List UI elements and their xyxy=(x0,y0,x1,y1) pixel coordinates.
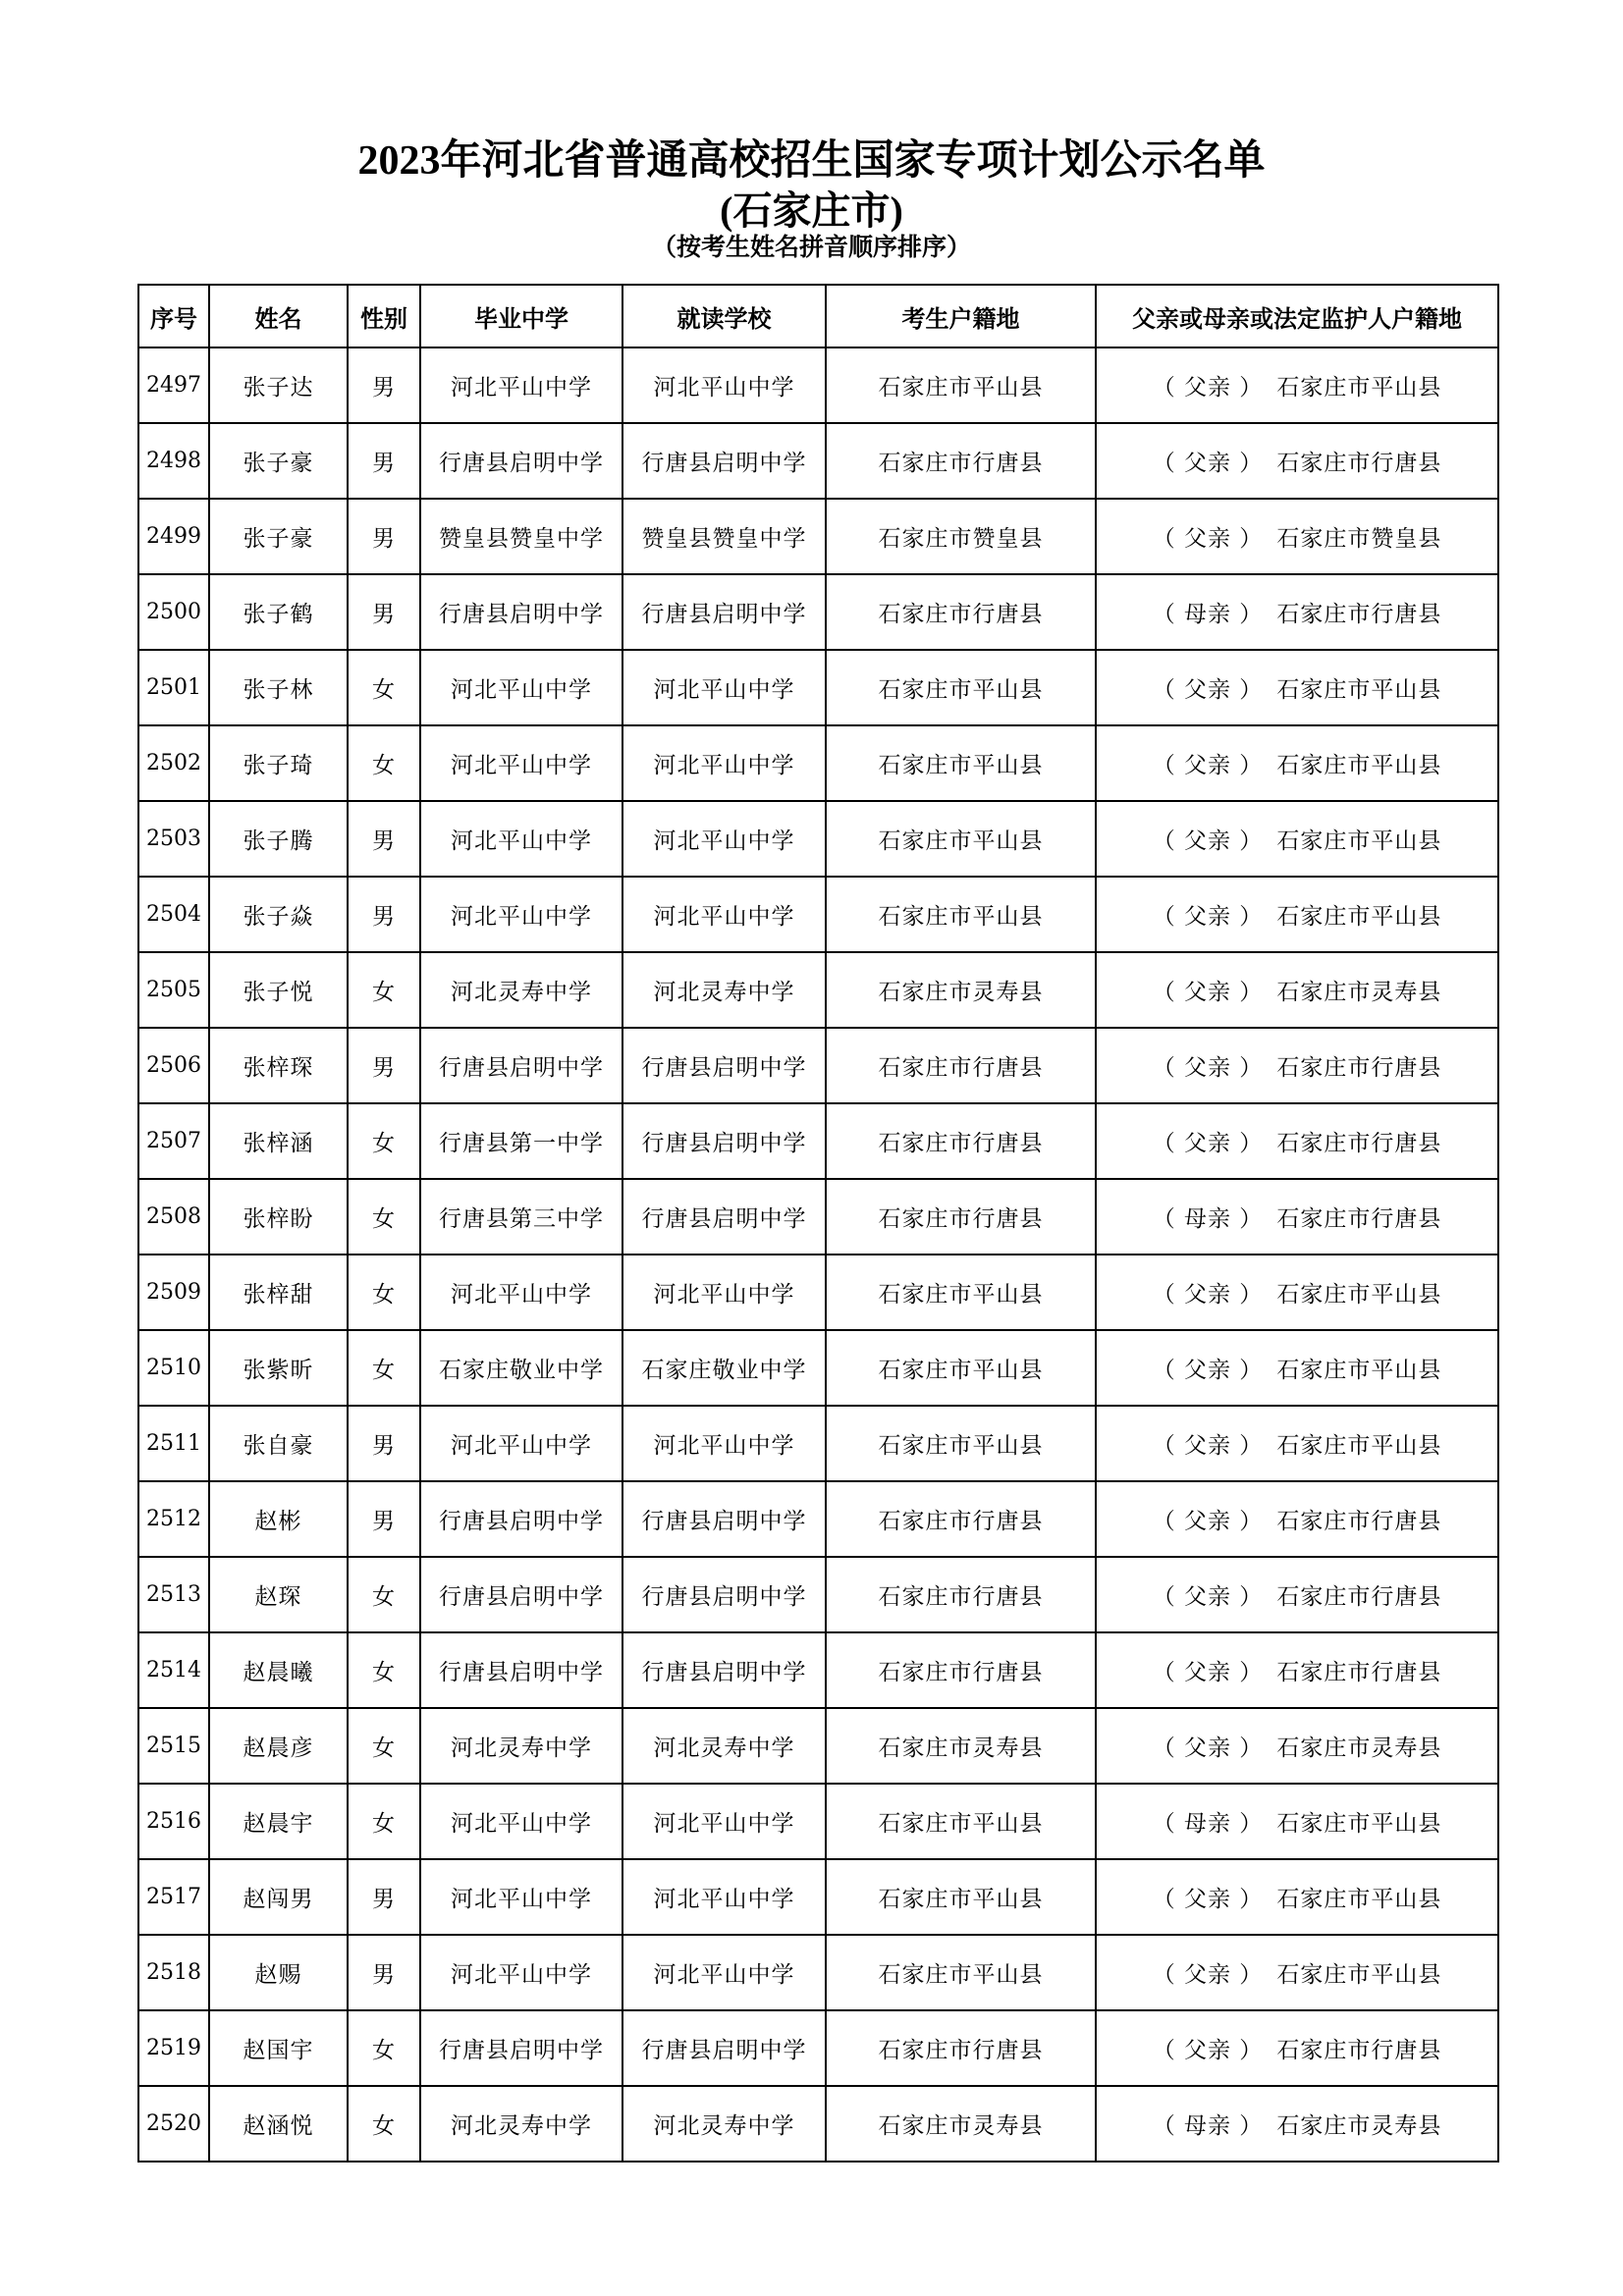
header-name: 姓名 xyxy=(209,285,348,347)
cell-sex: 女 xyxy=(348,952,420,1028)
cell-name: 赵彬 xyxy=(209,1481,348,1557)
sort-note: （按考生姓名拼音顺序排序） xyxy=(651,233,971,261)
document-title: 2023年河北省普通高校招生国家专项计划公示名单 xyxy=(357,138,1266,184)
cell-parent-hukou xyxy=(1096,2086,1498,2162)
cell-no: 2509 xyxy=(138,1255,209,1330)
cell-no: 2514 xyxy=(138,1632,209,1708)
cell-current-school: 河北灵寿中学 xyxy=(622,2086,826,2162)
cell-current-school: 河北平山中学 xyxy=(622,725,826,801)
cell-name: 张梓涵 xyxy=(209,1103,348,1179)
cell-no: 2505 xyxy=(138,952,209,1028)
parent-relation: （ 母亲 ） xyxy=(1152,2113,1264,2139)
cell-hukou: 石家庄市平山县 xyxy=(826,650,1096,725)
cell-name: 赵晨彦 xyxy=(209,1708,348,1784)
parent-relation: （ 父亲 ） xyxy=(1152,753,1264,778)
cell-no: 2510 xyxy=(138,1330,209,1406)
parent-location: 石家庄市灵寿县 xyxy=(1276,1735,1442,1761)
cell-sex: 女 xyxy=(348,1557,420,1632)
parent-location: 石家庄市平山县 xyxy=(1276,375,1442,400)
table-row xyxy=(138,1784,1498,1859)
cell-grad-school: 行唐县启明中学 xyxy=(420,1632,622,1708)
cell-sex: 男 xyxy=(348,499,420,574)
cell-grad-school: 河北灵寿中学 xyxy=(420,2086,622,2162)
header-grad-school: 毕业中学 xyxy=(420,285,622,347)
parent-location: 石家庄市平山县 xyxy=(1276,1811,1442,1837)
cell-current-school: 赞皇县赞皇中学 xyxy=(622,499,826,574)
cell-hukou: 石家庄市行唐县 xyxy=(826,1103,1096,1179)
cell-no: 2513 xyxy=(138,1557,209,1632)
cell-name: 张子焱 xyxy=(209,877,348,952)
cell-no: 2511 xyxy=(138,1406,209,1481)
cell-name: 张子悦 xyxy=(209,952,348,1028)
cell-grad-school: 行唐县启明中学 xyxy=(420,423,622,499)
cell-current-school: 石家庄敬业中学 xyxy=(622,1330,826,1406)
parent-location: 石家庄市平山县 xyxy=(1276,1282,1442,1308)
table-row xyxy=(138,1708,1498,1784)
table-row xyxy=(138,725,1498,801)
table-row xyxy=(138,1481,1498,1557)
cell-current-school: 河北平山中学 xyxy=(622,1935,826,2010)
cell-hukou: 石家庄市灵寿县 xyxy=(826,2086,1096,2162)
parent-location: 石家庄市行唐县 xyxy=(1276,1584,1442,1610)
parent-relation: （ 父亲 ） xyxy=(1152,1509,1264,1534)
cell-sex: 男 xyxy=(348,1935,420,2010)
cell-name: 张子琦 xyxy=(209,725,348,801)
cell-current-school: 河北平山中学 xyxy=(622,347,826,423)
cell-grad-school: 河北平山中学 xyxy=(420,1859,622,1935)
cell-no: 2499 xyxy=(138,499,209,574)
cell-grad-school: 河北灵寿中学 xyxy=(420,952,622,1028)
table-row xyxy=(138,1179,1498,1255)
cell-sex: 女 xyxy=(348,1632,420,1708)
cell-parent-hukou xyxy=(1096,499,1498,574)
cell-hukou: 石家庄市赞皇县 xyxy=(826,499,1096,574)
cell-grad-school: 河北平山中学 xyxy=(420,650,622,725)
parent-location: 石家庄市行唐县 xyxy=(1276,1660,1442,1685)
table-row xyxy=(138,499,1498,574)
cell-hukou: 石家庄市平山县 xyxy=(826,1406,1096,1481)
cell-no: 2508 xyxy=(138,1179,209,1255)
cell-hukou: 石家庄市行唐县 xyxy=(826,1632,1096,1708)
header-no: 序号 xyxy=(138,285,209,347)
cell-sex: 女 xyxy=(348,1179,420,1255)
parent-relation: （ 父亲 ） xyxy=(1152,1735,1264,1761)
cell-name: 赵闯男 xyxy=(209,1859,348,1935)
cell-current-school: 河北灵寿中学 xyxy=(622,1708,826,1784)
parent-relation: （ 父亲 ） xyxy=(1152,526,1264,552)
parent-location: 石家庄市平山县 xyxy=(1276,1433,1442,1459)
parent-relation: （ 父亲 ） xyxy=(1152,2038,1264,2063)
cell-parent-hukou xyxy=(1096,877,1498,952)
cell-sex: 男 xyxy=(348,1481,420,1557)
parent-relation: （ 父亲 ） xyxy=(1152,1584,1264,1610)
cell-hukou: 石家庄市平山县 xyxy=(826,877,1096,952)
parent-relation: （ 母亲 ） xyxy=(1152,1811,1264,1837)
cell-name: 张子达 xyxy=(209,347,348,423)
parent-location: 石家庄市平山县 xyxy=(1276,1358,1442,1383)
parent-location: 石家庄市平山县 xyxy=(1276,753,1442,778)
cell-no: 2517 xyxy=(138,1859,209,1935)
cell-sex: 女 xyxy=(348,1103,420,1179)
header-row xyxy=(138,285,1498,347)
cell-name: 张梓甜 xyxy=(209,1255,348,1330)
cell-grad-school: 行唐县启明中学 xyxy=(420,1028,622,1103)
parent-relation: （ 父亲 ） xyxy=(1152,1887,1264,1912)
parent-relation: （ 母亲 ） xyxy=(1152,602,1264,627)
cell-grad-school: 河北平山中学 xyxy=(420,1784,622,1859)
cell-sex: 男 xyxy=(348,1028,420,1103)
table-row xyxy=(138,877,1498,952)
parent-relation: （ 父亲 ） xyxy=(1152,1282,1264,1308)
cell-current-school: 行唐县启明中学 xyxy=(622,1481,826,1557)
cell-grad-school: 行唐县启明中学 xyxy=(420,574,622,650)
cell-hukou: 石家庄市平山县 xyxy=(826,1859,1096,1935)
cell-current-school: 行唐县启明中学 xyxy=(622,574,826,650)
cell-sex: 女 xyxy=(348,2010,420,2086)
parent-relation: （ 父亲 ） xyxy=(1152,980,1264,1005)
cell-grad-school: 河北平山中学 xyxy=(420,877,622,952)
cell-hukou: 石家庄市灵寿县 xyxy=(826,952,1096,1028)
cell-parent-hukou xyxy=(1096,1028,1498,1103)
cell-sex: 男 xyxy=(348,801,420,877)
cell-no: 2497 xyxy=(138,347,209,423)
cell-current-school: 行唐县启明中学 xyxy=(622,1028,826,1103)
cell-parent-hukou xyxy=(1096,952,1498,1028)
table-row xyxy=(138,1632,1498,1708)
header-parent-hukou: 父亲或母亲或法定监护人户籍地 xyxy=(1096,285,1498,347)
cell-grad-school: 河北平山中学 xyxy=(420,1935,622,2010)
cell-name: 赵赐 xyxy=(209,1935,348,2010)
table-row xyxy=(138,1255,1498,1330)
cell-name: 赵琛 xyxy=(209,1557,348,1632)
cell-sex: 女 xyxy=(348,650,420,725)
parent-location: 石家庄市行唐县 xyxy=(1276,451,1442,476)
cell-parent-hukou xyxy=(1096,1103,1498,1179)
cell-sex: 女 xyxy=(348,1708,420,1784)
cell-parent-hukou xyxy=(1096,1935,1498,2010)
parent-relation: （ 父亲 ） xyxy=(1152,1962,1264,1988)
cell-hukou: 石家庄市平山县 xyxy=(826,347,1096,423)
cell-sex: 男 xyxy=(348,347,420,423)
cell-current-school: 河北平山中学 xyxy=(622,801,826,877)
cell-current-school: 行唐县启明中学 xyxy=(622,1557,826,1632)
cell-parent-hukou xyxy=(1096,1632,1498,1708)
parent-relation: （ 父亲 ） xyxy=(1152,1055,1264,1081)
cell-parent-hukou xyxy=(1096,574,1498,650)
cell-hukou: 石家庄市行唐县 xyxy=(826,2010,1096,2086)
cell-hukou: 石家庄市行唐县 xyxy=(826,574,1096,650)
cell-hukou: 石家庄市平山县 xyxy=(826,1255,1096,1330)
table-row xyxy=(138,650,1498,725)
table-row xyxy=(138,2010,1498,2086)
parent-location: 石家庄市赞皇县 xyxy=(1276,526,1442,552)
table-row xyxy=(138,423,1498,499)
cell-name: 张子腾 xyxy=(209,801,348,877)
cell-no: 2520 xyxy=(138,2086,209,2162)
cell-current-school: 行唐县启明中学 xyxy=(622,1632,826,1708)
cell-no: 2500 xyxy=(138,574,209,650)
cell-no: 2516 xyxy=(138,1784,209,1859)
cell-sex: 女 xyxy=(348,725,420,801)
cell-no: 2512 xyxy=(138,1481,209,1557)
cell-name: 赵晨宇 xyxy=(209,1784,348,1859)
parent-relation: （ 父亲 ） xyxy=(1152,904,1264,930)
cell-no: 2506 xyxy=(138,1028,209,1103)
cell-grad-school: 河北平山中学 xyxy=(420,1406,622,1481)
header-sex: 性别 xyxy=(348,285,420,347)
table-row xyxy=(138,2086,1498,2162)
cell-name: 张梓琛 xyxy=(209,1028,348,1103)
cell-no: 2518 xyxy=(138,1935,209,2010)
parent-location: 石家庄市平山县 xyxy=(1276,677,1442,703)
parent-location: 石家庄市行唐县 xyxy=(1276,2038,1442,2063)
parent-relation: （ 父亲 ） xyxy=(1152,451,1264,476)
table-row xyxy=(138,1859,1498,1935)
cell-name: 张子豪 xyxy=(209,499,348,574)
cell-parent-hukou xyxy=(1096,1784,1498,1859)
cell-grad-school: 行唐县启明中学 xyxy=(420,2010,622,2086)
cell-name: 张紫昕 xyxy=(209,1330,348,1406)
cell-grad-school: 河北平山中学 xyxy=(420,347,622,423)
cell-hukou: 石家庄市平山县 xyxy=(826,1784,1096,1859)
parent-relation: （ 父亲 ） xyxy=(1152,1358,1264,1383)
cell-parent-hukou xyxy=(1096,347,1498,423)
cell-hukou: 石家庄市行唐县 xyxy=(826,1481,1096,1557)
roster-table xyxy=(137,284,1499,2163)
parent-location: 石家庄市平山县 xyxy=(1276,828,1442,854)
cell-no: 2498 xyxy=(138,423,209,499)
parent-relation: （ 父亲 ） xyxy=(1152,1433,1264,1459)
cell-name: 张子林 xyxy=(209,650,348,725)
table-row xyxy=(138,347,1498,423)
parent-location: 石家庄市平山县 xyxy=(1276,1962,1442,1988)
cell-hukou: 石家庄市平山县 xyxy=(826,1330,1096,1406)
cell-current-school: 河北平山中学 xyxy=(622,1255,826,1330)
parent-location: 石家庄市平山县 xyxy=(1276,904,1442,930)
table-row xyxy=(138,574,1498,650)
cell-no: 2515 xyxy=(138,1708,209,1784)
parent-location: 石家庄市行唐县 xyxy=(1276,1206,1442,1232)
parent-location: 石家庄市灵寿县 xyxy=(1276,2113,1442,2139)
cell-sex: 女 xyxy=(348,1330,420,1406)
cell-parent-hukou xyxy=(1096,801,1498,877)
cell-parent-hukou xyxy=(1096,1708,1498,1784)
cell-sex: 男 xyxy=(348,423,420,499)
cell-parent-hukou xyxy=(1096,1255,1498,1330)
parent-location: 石家庄市灵寿县 xyxy=(1276,980,1442,1005)
parent-relation: （ 母亲 ） xyxy=(1152,1206,1264,1232)
cell-name: 张子鹤 xyxy=(209,574,348,650)
cell-parent-hukou xyxy=(1096,1179,1498,1255)
cell-sex: 女 xyxy=(348,2086,420,2162)
cell-grad-school: 行唐县第三中学 xyxy=(420,1179,622,1255)
parent-location: 石家庄市行唐县 xyxy=(1276,1055,1442,1081)
cell-no: 2507 xyxy=(138,1103,209,1179)
cell-hukou: 石家庄市行唐县 xyxy=(826,423,1096,499)
table-row xyxy=(138,1103,1498,1179)
cell-no: 2519 xyxy=(138,2010,209,2086)
table-row xyxy=(138,1935,1498,2010)
cell-sex: 男 xyxy=(348,574,420,650)
parent-location: 石家庄市行唐县 xyxy=(1276,602,1442,627)
cell-parent-hukou xyxy=(1096,1406,1498,1481)
parent-relation: （ 父亲 ） xyxy=(1152,1131,1264,1156)
parent-relation: （ 父亲 ） xyxy=(1152,828,1264,854)
cell-sex: 女 xyxy=(348,1784,420,1859)
parent-relation: （ 父亲 ） xyxy=(1152,1660,1264,1685)
cell-parent-hukou xyxy=(1096,1330,1498,1406)
cell-current-school: 行唐县启明中学 xyxy=(622,1103,826,1179)
cell-current-school: 行唐县启明中学 xyxy=(622,423,826,499)
cell-current-school: 河北平山中学 xyxy=(622,1406,826,1481)
cell-parent-hukou xyxy=(1096,1859,1498,1935)
cell-name: 张子豪 xyxy=(209,423,348,499)
cell-current-school: 河北平山中学 xyxy=(622,650,826,725)
cell-hukou: 石家庄市灵寿县 xyxy=(826,1708,1096,1784)
table-row xyxy=(138,1330,1498,1406)
cell-grad-school: 河北灵寿中学 xyxy=(420,1708,622,1784)
cell-hukou: 石家庄市平山县 xyxy=(826,801,1096,877)
cell-grad-school: 行唐县第一中学 xyxy=(420,1103,622,1179)
cell-current-school: 行唐县启明中学 xyxy=(622,2010,826,2086)
parent-location: 石家庄市平山县 xyxy=(1276,1887,1442,1912)
cell-name: 赵晨曦 xyxy=(209,1632,348,1708)
cell-current-school: 河北灵寿中学 xyxy=(622,952,826,1028)
cell-hukou: 石家庄市行唐县 xyxy=(826,1557,1096,1632)
cell-hukou: 石家庄市平山县 xyxy=(826,725,1096,801)
cell-name: 张自豪 xyxy=(209,1406,348,1481)
table-row xyxy=(138,1557,1498,1632)
cell-no: 2504 xyxy=(138,877,209,952)
cell-grad-school: 河北平山中学 xyxy=(420,801,622,877)
cell-sex: 男 xyxy=(348,1859,420,1935)
cell-parent-hukou xyxy=(1096,1481,1498,1557)
cell-parent-hukou xyxy=(1096,2010,1498,2086)
cell-no: 2503 xyxy=(138,801,209,877)
parent-relation: （ 父亲 ） xyxy=(1152,375,1264,400)
cell-current-school: 行唐县启明中学 xyxy=(622,1179,826,1255)
cell-parent-hukou xyxy=(1096,1557,1498,1632)
cell-no: 2502 xyxy=(138,725,209,801)
cell-grad-school: 石家庄敬业中学 xyxy=(420,1330,622,1406)
parent-relation: （ 父亲 ） xyxy=(1152,677,1264,703)
cell-grad-school: 河北平山中学 xyxy=(420,725,622,801)
cell-parent-hukou xyxy=(1096,423,1498,499)
cell-grad-school: 行唐县启明中学 xyxy=(420,1557,622,1632)
cell-hukou: 石家庄市行唐县 xyxy=(826,1028,1096,1103)
parent-location: 石家庄市行唐县 xyxy=(1276,1509,1442,1534)
table-row xyxy=(138,952,1498,1028)
cell-sex: 女 xyxy=(348,1255,420,1330)
cell-grad-school: 赞皇县赞皇中学 xyxy=(420,499,622,574)
cell-parent-hukou xyxy=(1096,650,1498,725)
cell-sex: 男 xyxy=(348,1406,420,1481)
cell-name: 赵国宇 xyxy=(209,2010,348,2086)
cell-sex: 男 xyxy=(348,877,420,952)
cell-hukou: 石家庄市行唐县 xyxy=(826,1179,1096,1255)
parent-location: 石家庄市行唐县 xyxy=(1276,1131,1442,1156)
cell-grad-school: 行唐县启明中学 xyxy=(420,1481,622,1557)
table-row xyxy=(138,801,1498,877)
cell-name: 张梓盼 xyxy=(209,1179,348,1255)
cell-no: 2501 xyxy=(138,650,209,725)
header-current-school: 就读学校 xyxy=(622,285,826,347)
header-hukou: 考生户籍地 xyxy=(826,285,1096,347)
cell-name: 赵涵悦 xyxy=(209,2086,348,2162)
city-subtitle: (石家庄市) xyxy=(720,188,903,233)
cell-parent-hukou xyxy=(1096,725,1498,801)
cell-current-school: 河北平山中学 xyxy=(622,1784,826,1859)
cell-hukou: 石家庄市平山县 xyxy=(826,1935,1096,2010)
cell-current-school: 河北平山中学 xyxy=(622,877,826,952)
table-row xyxy=(138,1406,1498,1481)
cell-current-school: 河北平山中学 xyxy=(622,1859,826,1935)
cell-grad-school: 河北平山中学 xyxy=(420,1255,622,1330)
table-row xyxy=(138,1028,1498,1103)
